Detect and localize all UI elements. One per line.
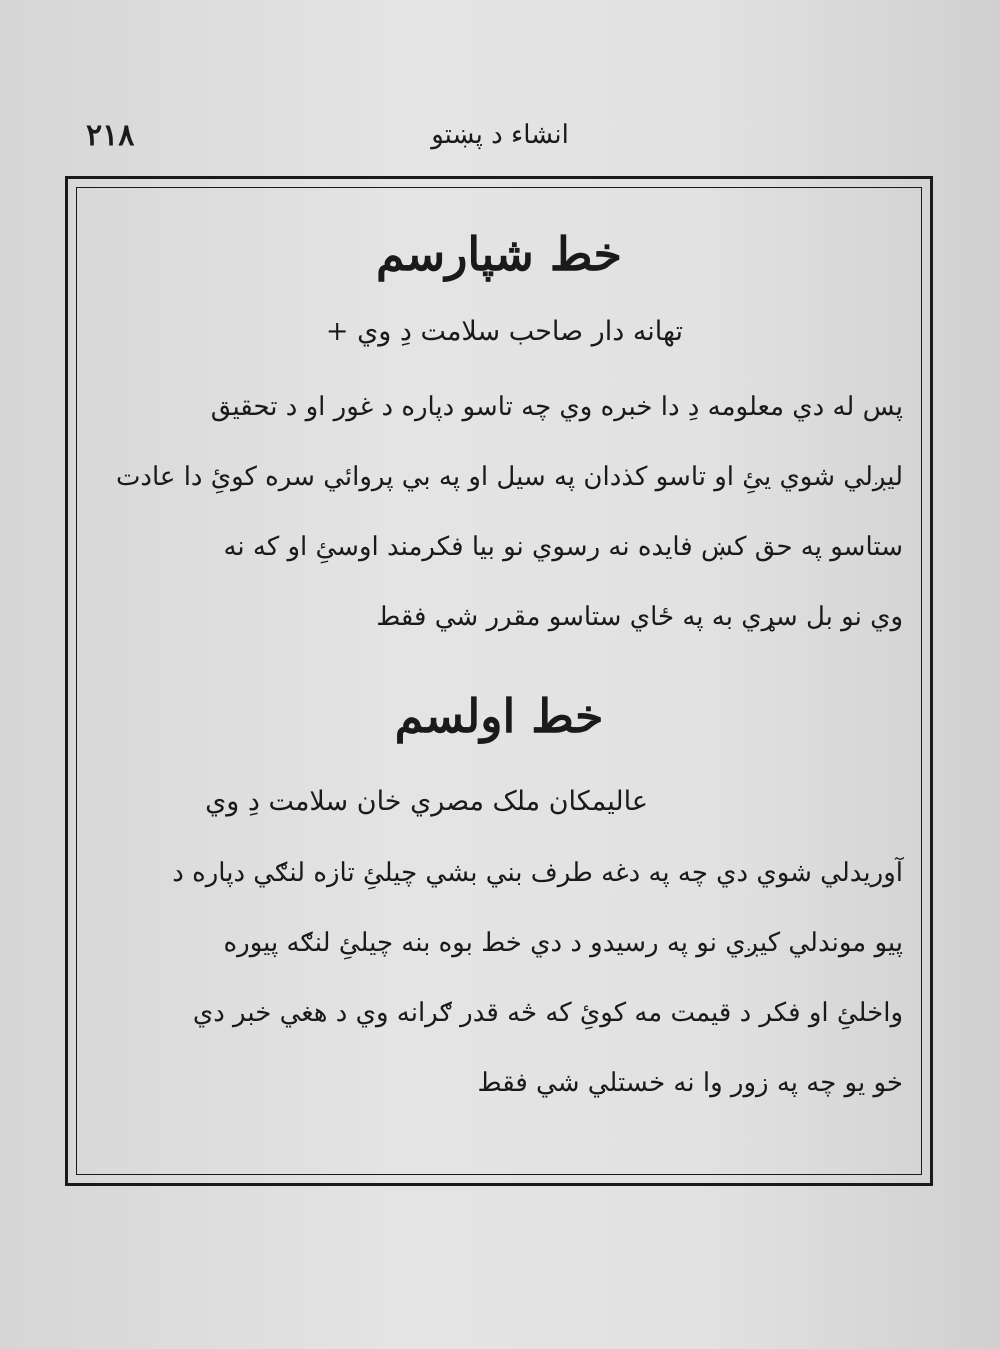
letter-body: [95, 838, 903, 1118]
text-line: پس له دي معلومه دِ دا خبره وي چه تاسو دپاره د غور او د تحقيق: [210, 392, 903, 422]
inner-border: [76, 187, 922, 1175]
letter-heading: خط اولسم: [394, 689, 604, 743]
letters-content: [95, 188, 903, 1174]
text-line: ستاسو په حق کښ فايده نه رسوي نو بيا فکرمند اوسئِ او که نه: [223, 532, 903, 562]
running-header: [0, 118, 1000, 168]
text-line: پيو موندلي کيږي نو په رسيدو د دي خط بوه بنه چيلئِ لنګه پيوره: [223, 928, 903, 958]
text-line: ليږلي شوي يئِ او تاسو کذدان په سيل او په بي پروائي سره کوئِ دا عادت: [115, 462, 903, 492]
text-line: خو يو چه په زور وا نه خستلي شي فقط: [477, 1068, 903, 1098]
letter-salutation: عاليمکان ملک مصري خان سلامت دِ وي: [205, 786, 648, 817]
letter-body: [95, 372, 903, 652]
text-line: واخلئِ او فکر د قيمت مه کوئِ که څه قدر ګرانه وي د هغي خبر دي: [192, 998, 903, 1028]
text-line: وي نو بل سړي به په ځاي ستاسو مقرر شي فقط: [376, 602, 903, 632]
text-line: آوريدلي شوي دي چه په دغه طرف بني بشي چيلئِ تازه لنګي دپاره د: [172, 858, 903, 888]
letter-salutation: تهانه دار صاحب سلامت دِ وي +: [325, 316, 683, 347]
page-border: [65, 176, 933, 1186]
letter-heading: خط شپارسم: [376, 227, 622, 281]
page-number: ۲۱۸: [86, 118, 135, 153]
book-title: انشاء د پښتو: [431, 120, 569, 150]
